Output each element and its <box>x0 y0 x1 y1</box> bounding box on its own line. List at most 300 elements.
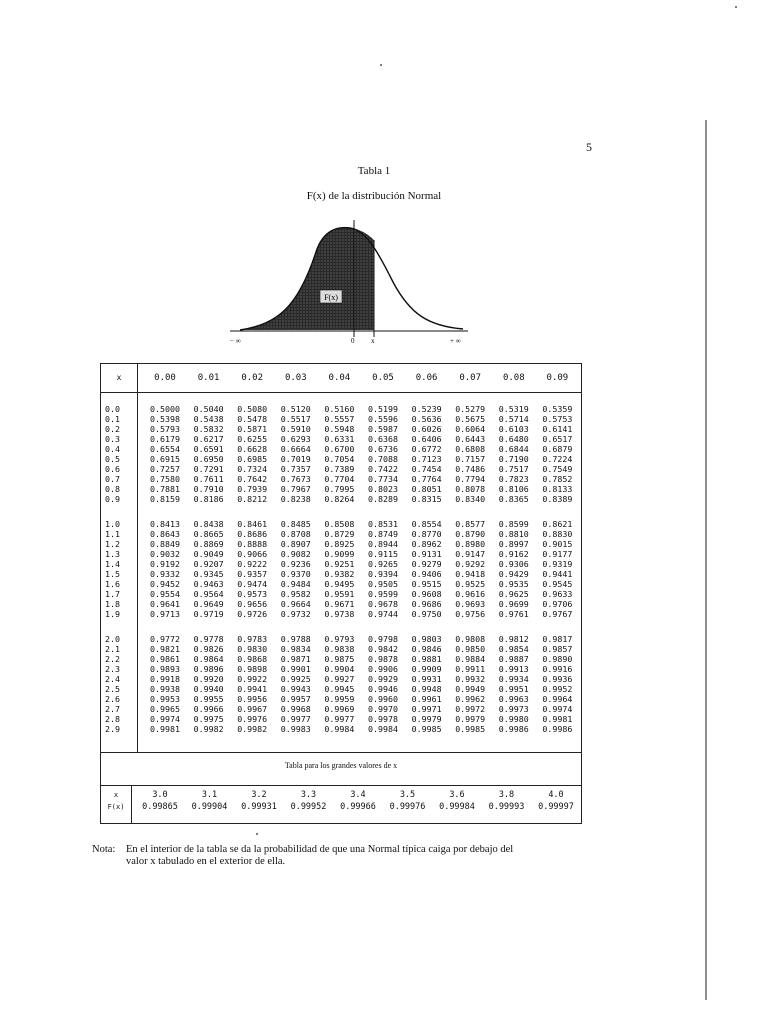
row-x-value: 1.3 <box>105 549 120 559</box>
row-x-value: 0.3 <box>105 434 120 444</box>
big-fx-value: 0.99931 <box>241 802 277 812</box>
table-cell: 0.6591 <box>193 444 224 454</box>
table-cell: 0.9591 <box>324 589 355 599</box>
table-cell: 0.9429 <box>498 569 529 579</box>
table-cell: 0.9979 <box>455 714 486 724</box>
table-cell: 0.9641 <box>150 599 180 609</box>
table-cell: 0.8461 <box>237 519 268 529</box>
big-x-value: 3.2 <box>251 790 267 800</box>
table-cell: 0.5636 <box>411 414 442 424</box>
table-row <box>101 724 581 734</box>
table-cell: 0.9927 <box>324 674 355 684</box>
table-row <box>101 424 581 434</box>
row-x-value: 0.4 <box>105 444 120 454</box>
table-row <box>101 684 581 694</box>
row-x-value: 0.6 <box>105 464 120 474</box>
table-cell: 0.9968 <box>280 704 311 714</box>
table-cell: 0.9732 <box>280 609 311 619</box>
column-header: 0.05 <box>372 373 394 383</box>
table-cell: 0.6406 <box>411 434 442 444</box>
table-cell: 0.8729 <box>324 529 355 539</box>
column-header: 0.00 <box>154 373 176 383</box>
table-cell: 0.7054 <box>324 454 355 464</box>
table-cell: 0.8186 <box>193 494 224 504</box>
table-cell: 0.7910 <box>193 484 224 494</box>
table-cell: 0.9980 <box>498 714 529 724</box>
table-cell: 0.5120 <box>280 404 311 414</box>
table-cell: 0.9977 <box>280 714 311 724</box>
table-cell: 0.6628 <box>237 444 268 454</box>
table-cell: 0.5832 <box>193 424 224 434</box>
note-line-2: valor x tabulado en el exterior de ella. <box>126 856 286 867</box>
table-cell: 0.6103 <box>498 424 529 434</box>
table-cell: 0.9901 <box>280 664 311 674</box>
table-cell: 0.9345 <box>193 569 224 579</box>
table-cell: 0.9909 <box>411 664 442 674</box>
table-cell: 0.9798 <box>368 634 398 644</box>
table-cell: 0.9953 <box>150 694 180 704</box>
row-x-value: 2.8 <box>105 714 120 724</box>
table-cell: 0.5080 <box>237 404 268 414</box>
table-cell: 0.9441 <box>542 569 573 579</box>
table-cell: 0.9949 <box>455 684 486 694</box>
table-cell: 0.9940 <box>193 684 224 694</box>
table-cell: 0.7580 <box>150 474 180 484</box>
table-cell: 0.6844 <box>498 444 529 454</box>
table-cell: 0.9966 <box>193 704 224 714</box>
big-x-value: 3.6 <box>449 790 465 800</box>
table-cell: 0.9890 <box>542 654 573 664</box>
table-cell: 0.9896 <box>193 664 224 674</box>
table-cell: 0.9671 <box>324 599 355 609</box>
table-cell: 0.8869 <box>193 539 224 549</box>
table-row <box>101 454 581 464</box>
table-row <box>101 464 581 474</box>
table-cell: 0.9945 <box>324 684 355 694</box>
table-row <box>101 404 581 414</box>
table-cell: 0.7157 <box>455 454 486 464</box>
big-x-value: 3.0 <box>152 790 168 800</box>
table-cell: 0.5359 <box>542 404 573 414</box>
table-cell: 0.9965 <box>150 704 180 714</box>
x-label: x <box>371 337 375 345</box>
table-cell: 0.8686 <box>237 529 268 539</box>
table-cell: 0.9911 <box>455 664 486 674</box>
row-x-value: 1.2 <box>105 539 120 549</box>
table-cell: 0.9452 <box>150 579 180 589</box>
table-cell: 0.6026 <box>411 424 442 434</box>
table-cell: 0.8849 <box>150 539 180 549</box>
table-cell: 0.5948 <box>324 424 355 434</box>
table-cell: 0.9830 <box>237 644 268 654</box>
row-x-value: 1.0 <box>105 519 120 529</box>
table-cell: 0.9936 <box>542 674 573 684</box>
table-cell: 0.9713 <box>150 609 180 619</box>
table-cell: 0.5000 <box>150 404 180 414</box>
table-cell: 0.6331 <box>324 434 355 444</box>
column-header: 0.06 <box>415 373 438 383</box>
note-label: Nota: <box>92 844 116 855</box>
table-cell: 0.9982 <box>237 724 268 734</box>
table-cell: 0.9633 <box>542 589 573 599</box>
table-cell: 0.9978 <box>368 714 398 724</box>
table-row <box>101 494 581 504</box>
table-cell: 0.9803 <box>411 634 442 644</box>
table-cell: 0.9066 <box>237 549 268 559</box>
row-x-value: 1.6 <box>105 579 120 589</box>
table-cell: 0.8238 <box>280 494 311 504</box>
table-cell: 0.9842 <box>368 644 398 654</box>
table-header <box>101 364 581 393</box>
table-row <box>101 704 581 714</box>
table-cell: 0.6255 <box>237 434 268 444</box>
scan-speck <box>735 6 737 8</box>
big-x-value: 4.0 <box>548 790 564 800</box>
big-x-value: 3.5 <box>399 790 416 800</box>
table-cell: 0.9808 <box>455 634 486 644</box>
scan-edge-line <box>705 120 707 1000</box>
table-cell: 0.9962 <box>455 694 486 704</box>
table-cell: 0.6736 <box>368 444 398 454</box>
table-cell: 0.7019 <box>280 454 311 464</box>
table-cell: 0.9838 <box>324 644 355 654</box>
table-cell: 0.9857 <box>542 644 573 654</box>
table-cell: 0.9554 <box>150 589 180 599</box>
table-cell: 0.9986 <box>498 724 529 734</box>
column-header: 0.01 <box>197 373 220 383</box>
table-cell: 0.9906 <box>368 664 398 674</box>
table-row <box>101 474 581 484</box>
table-cell: 0.9608 <box>411 589 442 599</box>
table-cell: 0.6517 <box>542 434 573 444</box>
table-cell: 0.9625 <box>498 589 529 599</box>
table-cell: 0.8508 <box>324 519 355 529</box>
table-cell: 0.6772 <box>411 444 442 454</box>
table-cell: 0.9756 <box>455 609 486 619</box>
table-cell: 0.7794 <box>455 474 486 484</box>
table-cell: 0.9788 <box>280 634 311 644</box>
table-cell: 0.9850 <box>455 644 486 654</box>
table-cell: 0.9222 <box>237 559 268 569</box>
table-cell: 0.8078 <box>455 484 486 494</box>
table-cell: 0.7123 <box>411 454 442 464</box>
row-x-value: 2.5 <box>105 684 120 694</box>
table-cell: 0.9750 <box>411 609 442 619</box>
table-cell: 0.8599 <box>498 519 529 529</box>
table-cell: 0.7967 <box>280 484 311 494</box>
big-fx-label: F(x) <box>107 803 125 811</box>
table-cell: 0.5871 <box>237 424 268 434</box>
table-cell: 0.9976 <box>237 714 268 724</box>
table-cell: 0.8264 <box>324 494 355 504</box>
table-cell: 0.7257 <box>150 464 180 474</box>
normal-curve-figure <box>228 212 468 347</box>
row-x-value: 1.5 <box>105 569 120 579</box>
table-cell: 0.9904 <box>324 664 355 674</box>
table-cell: 0.9015 <box>542 539 573 549</box>
table-cell: 0.8925 <box>324 539 355 549</box>
table-cell: 0.9761 <box>498 609 529 619</box>
table-cell: 0.9545 <box>542 579 573 589</box>
table-row <box>101 599 581 609</box>
table-cell: 0.9032 <box>150 549 180 559</box>
table-cell: 0.9864 <box>193 654 224 664</box>
table-cell: 0.9049 <box>193 549 224 559</box>
table-cell: 0.5557 <box>324 414 355 424</box>
table-cell: 0.5675 <box>455 414 486 424</box>
big-table-divider <box>131 785 132 823</box>
big-fx-value: 0.99993 <box>488 802 525 812</box>
table-row <box>101 579 581 589</box>
table-cell: 0.8531 <box>368 519 398 529</box>
table-cell: 0.8577 <box>455 519 486 529</box>
table-cell: 0.9984 <box>368 724 398 734</box>
table-row <box>101 434 581 444</box>
table-cell: 0.9979 <box>411 714 442 724</box>
column-header: 0.04 <box>328 373 351 383</box>
table-row <box>101 694 581 704</box>
table-cell: 0.7995 <box>324 484 355 494</box>
row-x-value: 2.2 <box>105 654 120 664</box>
table-cell: 0.9279 <box>411 559 442 569</box>
table-cell: 0.9664 <box>280 599 311 609</box>
table-cell: 0.5478 <box>237 414 268 424</box>
column-header: 0.07 <box>459 373 482 383</box>
scan-speck <box>256 833 258 835</box>
table-row <box>101 484 581 494</box>
table-cell: 0.9964 <box>542 694 573 704</box>
table-cell: 0.9948 <box>411 684 442 694</box>
table-row <box>101 609 581 619</box>
table-cell: 0.5239 <box>411 404 442 414</box>
big-x-label: x <box>113 791 119 799</box>
table-cell: 0.6368 <box>368 434 398 444</box>
table-cell: 0.6443 <box>455 434 486 444</box>
table-row <box>101 549 581 559</box>
table-cell: 0.8749 <box>368 529 398 539</box>
table-cell: 0.7704 <box>324 474 355 484</box>
x-column-header: x <box>116 373 122 382</box>
table-cell: 0.9525 <box>455 579 486 589</box>
table-cell: 0.8830 <box>542 529 573 539</box>
row-x-value: 0.5 <box>105 454 120 464</box>
table-cell: 0.9983 <box>280 724 311 734</box>
table-cell: 0.6985 <box>237 454 268 464</box>
table-cell: 0.9406 <box>411 569 442 579</box>
table-cell: 0.7852 <box>542 474 573 484</box>
table-row <box>101 634 581 644</box>
table-cell: 0.9292 <box>455 559 486 569</box>
table-cell: 0.9783 <box>237 634 268 644</box>
table-cell: 0.7823 <box>498 474 529 484</box>
table-cell: 0.8621 <box>542 519 573 529</box>
big-values-caption: Tabla para los grandes valores de x <box>100 751 582 786</box>
table-cell: 0.9484 <box>280 579 311 589</box>
row-x-value: 2.4 <box>105 674 120 684</box>
table-cell: 0.9131 <box>411 549 442 559</box>
big-values-table <box>100 785 582 824</box>
table-cell: 0.8888 <box>237 539 268 549</box>
table-cell: 0.9236 <box>280 559 311 569</box>
table-cell: 0.8159 <box>150 494 180 504</box>
table-row <box>101 674 581 684</box>
table-cell: 0.8051 <box>411 484 442 494</box>
table-cell: 0.6808 <box>455 444 486 454</box>
table-cell: 0.9974 <box>542 704 573 714</box>
table-cell: 0.8023 <box>368 484 398 494</box>
table-cell: 0.7549 <box>542 464 573 474</box>
row-x-value: 0.7 <box>105 474 120 484</box>
row-x-value: 0.2 <box>105 424 120 434</box>
table-row <box>101 539 581 549</box>
table-cell: 0.6293 <box>280 434 311 444</box>
table-cell: 0.9887 <box>498 654 529 664</box>
table-cell: 0.9963 <box>498 694 529 704</box>
table-cell: 0.7357 <box>280 464 311 474</box>
table-row <box>101 559 581 569</box>
row-x-value: 1.8 <box>105 599 120 609</box>
table-cell: 0.9932 <box>455 674 486 684</box>
table-cell: 0.9961 <box>411 694 442 704</box>
table-cell: 0.5199 <box>368 404 398 414</box>
table-cell: 0.8413 <box>150 519 180 529</box>
scan-speck <box>380 64 382 66</box>
table-cell: 0.9382 <box>324 569 355 579</box>
table-cell: 0.8997 <box>498 539 529 549</box>
table-cell: 0.9778 <box>193 634 224 644</box>
table-cell: 0.6950 <box>193 454 224 464</box>
row-x-value: 1.4 <box>105 559 120 569</box>
table-cell: 0.9925 <box>280 674 311 684</box>
table-cell: 0.9981 <box>542 714 573 724</box>
row-x-value: 1.7 <box>105 589 120 599</box>
row-x-value: 2.0 <box>105 634 120 644</box>
table-cell: 0.6064 <box>455 424 486 434</box>
table-title: Tabla 1 <box>357 165 391 177</box>
table-cell: 0.8962 <box>411 539 442 549</box>
table-cell: 0.9967 <box>237 704 268 714</box>
table-cell: 0.9251 <box>324 559 355 569</box>
table-cell: 0.5040 <box>193 404 224 414</box>
table-cell: 0.8944 <box>368 539 398 549</box>
table-cell: 0.8907 <box>280 539 311 549</box>
big-x-value: 3.8 <box>498 790 515 800</box>
table-cell: 0.9535 <box>498 579 529 589</box>
row-x-value: 0.0 <box>105 404 120 414</box>
note-line-1: En el interior de la tabla se da la probabilidad de que una Normal típica caiga por debajo del <box>126 844 514 855</box>
row-x-value: 2.6 <box>105 694 120 704</box>
table-cell: 0.9960 <box>368 694 398 704</box>
row-x-value: 0.9 <box>105 494 120 504</box>
table-cell: 0.9931 <box>411 674 442 684</box>
table-cell: 0.9938 <box>150 684 180 694</box>
table-cell: 0.9884 <box>455 654 486 664</box>
table-cell: 0.9394 <box>368 569 398 579</box>
big-x-value: 3.4 <box>350 790 366 800</box>
table-cell: 0.9599 <box>368 589 398 599</box>
table-cell: 0.9177 <box>542 549 573 559</box>
table-cell: 0.8770 <box>411 529 442 539</box>
row-x-value: 2.1 <box>105 644 120 654</box>
table-cell: 0.9699 <box>498 599 529 609</box>
big-fx-value: 0.99904 <box>191 802 228 812</box>
table-cell: 0.8790 <box>455 529 486 539</box>
table-cell: 0.9147 <box>455 549 486 559</box>
big-fx-value: 0.99952 <box>290 802 327 812</box>
table-cell: 0.5910 <box>280 424 311 434</box>
table-cell: 0.9812 <box>498 634 529 644</box>
table-cell: 0.5793 <box>150 424 180 434</box>
table-cell: 0.7881 <box>150 484 180 494</box>
table-row <box>101 654 581 664</box>
table-cell: 0.9871 <box>280 654 311 664</box>
table-cell: 0.9918 <box>150 674 180 684</box>
table-row <box>101 714 581 724</box>
row-x-value: 0.1 <box>105 414 120 424</box>
column-header: 0.09 <box>546 373 569 383</box>
table-cell: 0.9929 <box>368 674 398 684</box>
big-fx-value: 0.99865 <box>142 802 178 812</box>
big-x-value: 3.1 <box>201 790 218 800</box>
table-cell: 0.7611 <box>193 474 224 484</box>
table-cell: 0.8289 <box>368 494 398 504</box>
table-cell: 0.6664 <box>280 444 311 454</box>
table-cell: 0.9332 <box>150 569 180 579</box>
table-cell: 0.6141 <box>542 424 573 434</box>
page-number: 5 <box>586 140 592 154</box>
table-cell: 0.9973 <box>498 704 529 714</box>
table-cell: 0.9893 <box>150 664 180 674</box>
table-cell: 0.9616 <box>455 589 486 599</box>
table-cell: 0.5438 <box>193 414 224 424</box>
table-cell: 0.9854 <box>498 644 529 654</box>
table-cell: 0.7734 <box>368 474 398 484</box>
table-cell: 0.9868 <box>237 654 268 664</box>
table-cell: 0.9920 <box>193 674 224 684</box>
table-cell: 0.9319 <box>542 559 573 569</box>
table-cell: 0.9970 <box>368 704 398 714</box>
table-cell: 0.9826 <box>193 644 224 654</box>
table-subtitle: F(x) de la distribución Normal <box>306 190 442 202</box>
table-cell: 0.9846 <box>411 644 442 654</box>
table-cell: 0.9986 <box>542 724 573 734</box>
table-cell: 0.9306 <box>498 559 529 569</box>
table-cell: 0.9955 <box>193 694 224 704</box>
table-cell: 0.8106 <box>498 484 529 494</box>
table-cell: 0.5398 <box>150 414 180 424</box>
table-cell: 0.6554 <box>150 444 180 454</box>
table-cell: 0.9418 <box>455 569 486 579</box>
table-cell: 0.9982 <box>193 724 224 734</box>
table-cell: 0.8485 <box>280 519 311 529</box>
table-cell: 0.9922 <box>237 674 268 684</box>
table-cell: 0.7324 <box>237 464 268 474</box>
table-cell: 0.9265 <box>368 559 398 569</box>
table-row <box>101 589 581 599</box>
table-cell: 0.7224 <box>542 454 573 464</box>
table-cell: 0.9706 <box>542 599 573 609</box>
table-cell: 0.5596 <box>368 414 398 424</box>
table-cell: 0.6480 <box>498 434 529 444</box>
table-cell: 0.9971 <box>411 704 442 714</box>
table-cell: 0.8212 <box>237 494 268 504</box>
table-cell: 0.8340 <box>455 494 486 504</box>
table-cell: 0.9162 <box>498 549 529 559</box>
table-cell: 0.8315 <box>411 494 442 504</box>
table-cell: 0.9744 <box>368 609 398 619</box>
table-row <box>101 569 581 579</box>
big-fx-value: 0.99966 <box>340 802 376 812</box>
